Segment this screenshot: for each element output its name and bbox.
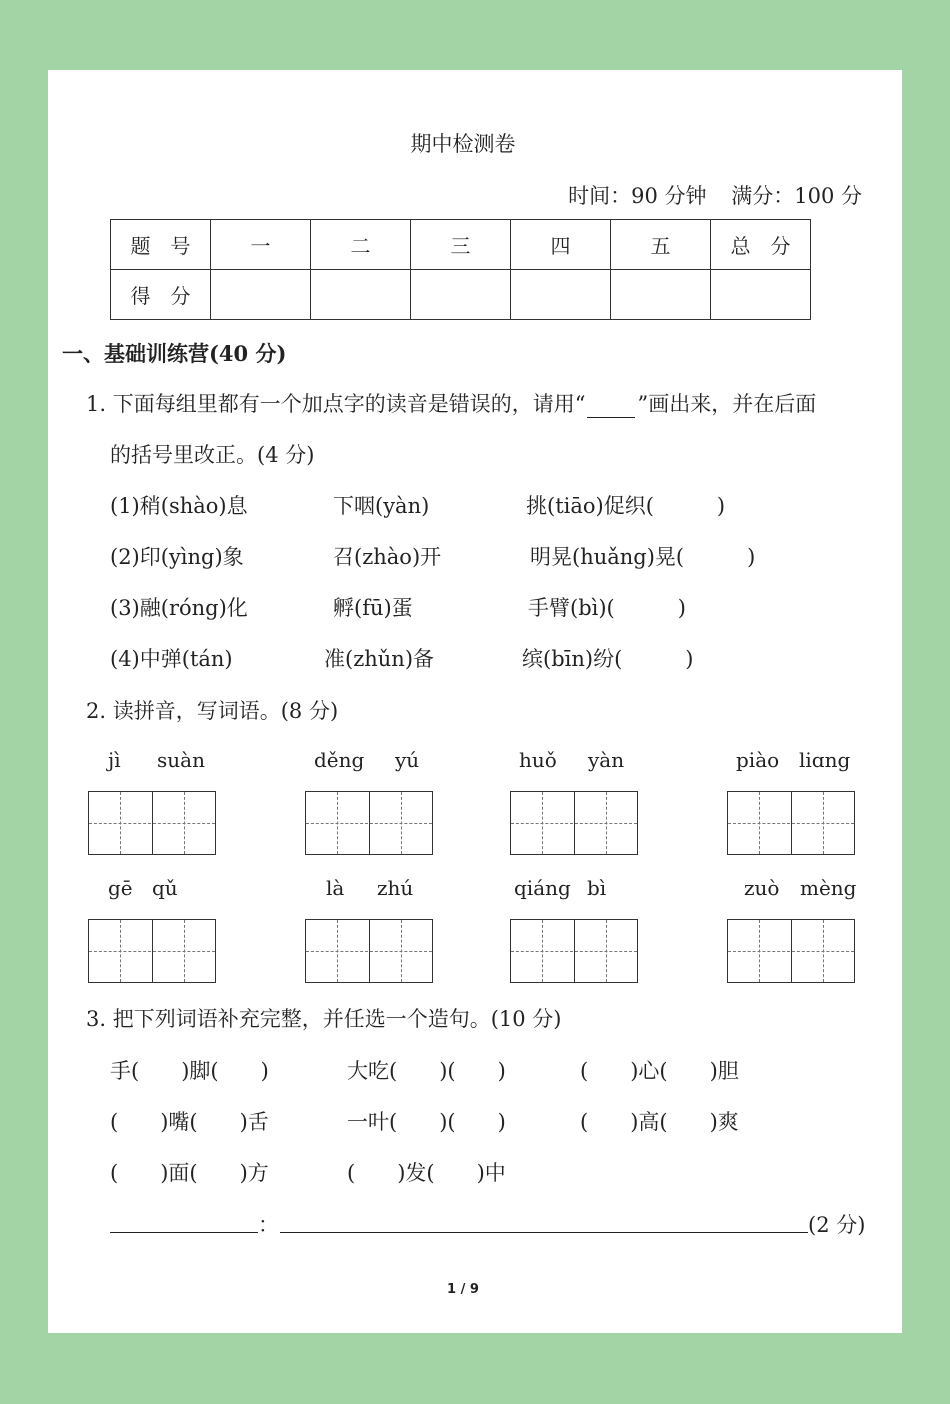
pinyin: mèng [800, 876, 857, 900]
exam-meta [550, 180, 862, 210]
idiom-blank[interactable]: ( )心( )胆 [580, 1059, 739, 1083]
pinyin: yàn [588, 748, 625, 772]
header-cell: 三 [411, 220, 511, 270]
q1-item-answer[interactable]: 明晃(huǎng)晃( ) [530, 545, 756, 569]
pinyin: bì [587, 876, 607, 900]
pinyin: jì [108, 748, 121, 772]
row-label-cell: 得 分 [111, 270, 211, 320]
question-3-text: 3. 把下列词语补充完整，并任选一个造句。(10 分) [86, 1007, 562, 1031]
header-cell: 一 [211, 220, 311, 270]
pinyin: zuò [744, 876, 780, 900]
q1-item-answer[interactable]: 缤(bīn)纷( ) [522, 647, 694, 671]
writing-grid[interactable] [305, 919, 433, 983]
question-1-text-b: ”画出来，并在后面 [637, 392, 817, 416]
pinyin: suàn [157, 748, 205, 772]
pinyin: zhú [377, 876, 414, 900]
idiom-blank[interactable]: 一叶( )( ) [347, 1110, 506, 1134]
full-score: 满分：100 分 [731, 184, 862, 208]
header-cell: 五 [611, 220, 711, 270]
score-input-cell[interactable] [411, 270, 511, 320]
points-label: (2 分) [808, 1213, 866, 1237]
idiom-blank[interactable]: 大吃( )( ) [347, 1059, 506, 1083]
writing-grid[interactable] [510, 919, 638, 983]
score-input-cell[interactable] [711, 270, 811, 320]
idiom-blank[interactable]: ( )高( )爽 [580, 1110, 739, 1134]
question-2-text: 2. 读拼音，写词语。(8 分) [86, 699, 339, 723]
score-table-score-row [111, 270, 811, 320]
idiom-blank[interactable]: ( )面( )方 [110, 1161, 269, 1185]
writing-grid[interactable] [88, 919, 216, 983]
idiom-blank[interactable]: ( )发( )中 [347, 1161, 506, 1185]
writing-grid[interactable] [727, 919, 855, 983]
q1-item: (2)印(yìng)象 [110, 545, 244, 569]
time-limit: 时间：90 分钟 [568, 184, 707, 208]
header-cell: 题 号 [111, 220, 211, 270]
pinyin: yú [395, 748, 420, 772]
exam-page [48, 70, 902, 1333]
pinyin: qiáng [514, 876, 571, 900]
q1-item: 召(zhào)开 [333, 545, 442, 569]
q1-item: (1)稍(shào)息 [110, 494, 248, 518]
pinyin: piào [736, 748, 780, 772]
q1-item-answer[interactable]: 挑(tiāo)促织( ) [526, 494, 726, 518]
header-cell: 总 分 [711, 220, 811, 270]
page-title: 期中检测卷 [410, 132, 516, 156]
idiom-answer-line[interactable] [110, 1232, 258, 1233]
score-input-cell[interactable] [311, 270, 411, 320]
score-table-header-row [111, 220, 811, 270]
pinyin: gē [108, 876, 133, 900]
q1-item: 准(zhǔn)备 [324, 647, 435, 671]
idiom-blank[interactable]: ( )嘴( )舌 [110, 1110, 269, 1134]
score-input-cell[interactable] [211, 270, 311, 320]
writing-grid[interactable] [305, 791, 433, 855]
underline-sample [587, 397, 635, 418]
q1-item: (3)融(róng)化 [110, 596, 248, 620]
pinyin: huǒ [519, 748, 557, 772]
pinyin: là [326, 876, 345, 900]
pinyin: děng [314, 748, 365, 772]
score-input-cell[interactable] [511, 270, 611, 320]
writing-grid[interactable] [88, 791, 216, 855]
idiom-blank[interactable]: 手( )脚( ) [110, 1059, 269, 1083]
writing-grid[interactable] [727, 791, 855, 855]
q1-item: (4)中弹(tán) [110, 647, 233, 671]
question-1-line-1 [86, 388, 816, 418]
colon: ： [258, 1213, 279, 1237]
score-table [110, 219, 811, 320]
page-number: 1 / 9 [447, 1282, 479, 1297]
q1-item-answer[interactable]: 手臂(bì)( ) [528, 596, 686, 620]
score-input-cell[interactable] [611, 270, 711, 320]
section-heading: 一、基础训练营(40 分) [62, 341, 287, 366]
writing-grid[interactable] [510, 791, 638, 855]
header-cell: 四 [511, 220, 611, 270]
pinyin: qǔ [152, 876, 178, 900]
pinyin: liɑng [799, 748, 851, 772]
header-cell: 二 [311, 220, 411, 270]
question-1-text-c: 的括号里改正。(4 分) [110, 443, 315, 467]
question-1-text-a: 1. 下面每组里都有一个加点字的读音是错误的，请用“ [86, 392, 586, 416]
sentence-answer-line[interactable] [280, 1232, 808, 1233]
q1-item: 孵(fū)蛋 [333, 596, 413, 620]
q1-item: 下咽(yàn) [333, 494, 430, 518]
